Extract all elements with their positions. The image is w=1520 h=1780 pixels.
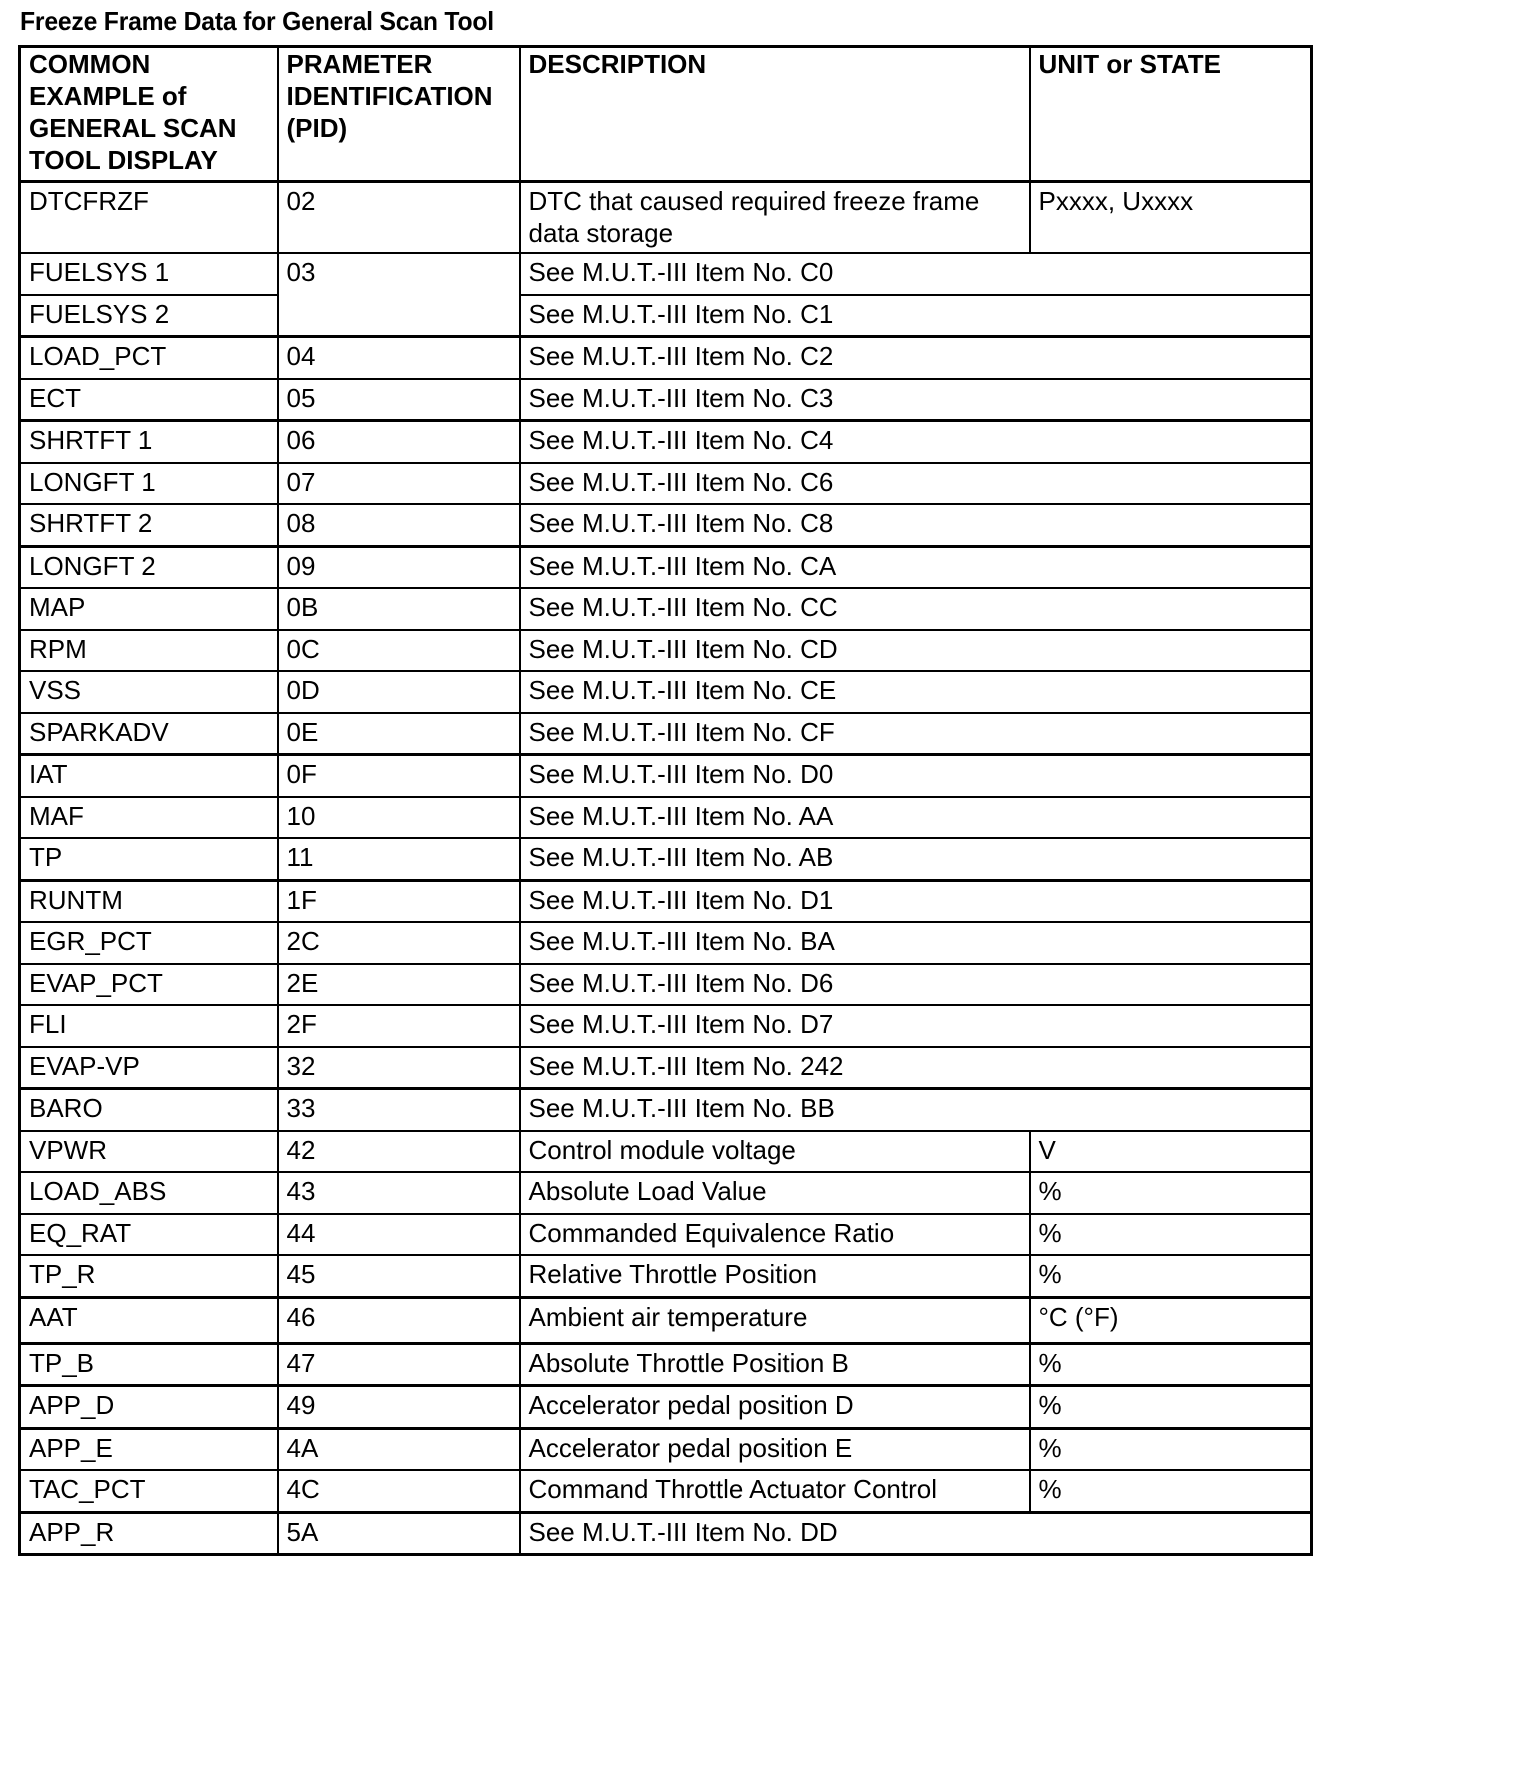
table-row — [20, 182, 1312, 254]
cell-display: AAT — [20, 1297, 278, 1343]
cell-description: See M.U.T.-III Item No. AB — [520, 838, 1312, 880]
cell-unit: % — [1030, 1172, 1312, 1214]
cell-pid: 0F — [278, 755, 520, 797]
cell-description: See M.U.T.-III Item No. DD — [520, 1512, 1312, 1555]
cell-description: See M.U.T.-III Item No. CF — [520, 713, 1312, 755]
cell-description: Absolute Load Value — [520, 1172, 1030, 1214]
cell-pid: 11 — [278, 838, 520, 880]
cell-pid: 5A — [278, 1512, 520, 1555]
table-row — [20, 463, 1312, 505]
cell-display: APP_D — [20, 1386, 278, 1429]
cell-description: See M.U.T.-III Item No. D7 — [520, 1005, 1312, 1047]
cell-pid: 45 — [278, 1255, 520, 1297]
cell-description: Accelerator pedal position D — [520, 1386, 1030, 1429]
cell-display: VSS — [20, 671, 278, 713]
cell-display: MAP — [20, 588, 278, 630]
table-row — [20, 1428, 1312, 1470]
cell-description: See M.U.T.-III Item No. D1 — [520, 880, 1312, 922]
cell-description: DTC that caused required freeze frame data storage — [520, 182, 1030, 254]
table-row — [20, 379, 1312, 421]
cell-description: See M.U.T.-III Item No. C4 — [520, 421, 1312, 463]
cell-display: EVAP-VP — [20, 1047, 278, 1089]
cell-display: LONGFT 2 — [20, 546, 278, 588]
cell-unit: Pxxxx, Uxxxx — [1030, 182, 1312, 254]
table-row — [20, 588, 1312, 630]
cell-unit: % — [1030, 1470, 1312, 1512]
table-row — [20, 1297, 1312, 1343]
table-row — [20, 546, 1312, 588]
header-line: DESCRIPTION — [528, 49, 707, 79]
cell-description: See M.U.T.-III Item No. C8 — [520, 504, 1312, 546]
table-row — [20, 1131, 1312, 1173]
page-title: Freeze Frame Data for General Scan Tool — [20, 6, 494, 36]
header-display — [20, 47, 278, 182]
cell-description: See M.U.T.-III Item No. C3 — [520, 379, 1312, 421]
cell-display: FLI — [20, 1005, 278, 1047]
cell-description: Commanded Equivalence Ratio — [520, 1214, 1030, 1256]
cell-display: SPARKADV — [20, 713, 278, 755]
cell-pid: 0E — [278, 713, 520, 755]
cell-pid: 1F — [278, 880, 520, 922]
cell-pid: 10 — [278, 797, 520, 839]
cell-pid: 2F — [278, 1005, 520, 1047]
header-line: COMMON — [29, 49, 151, 79]
cell-pid: 02 — [278, 182, 520, 254]
cell-description: Control module voltage — [520, 1131, 1030, 1173]
table-row — [20, 253, 1312, 295]
cell-description: Absolute Throttle Position B — [520, 1343, 1030, 1386]
table-row — [20, 630, 1312, 672]
cell-unit: V — [1030, 1131, 1312, 1173]
cell-unit: % — [1030, 1255, 1312, 1297]
cell-display: BARO — [20, 1089, 278, 1131]
header-line: PRAMETER — [286, 49, 433, 79]
table-row — [20, 1255, 1312, 1297]
cell-description: Relative Throttle Position — [520, 1255, 1030, 1297]
table-row — [20, 1512, 1312, 1555]
header-pid — [278, 47, 520, 182]
cell-description: See M.U.T.-III Item No. CE — [520, 671, 1312, 713]
table-row — [20, 755, 1312, 797]
table-row — [20, 1047, 1312, 1089]
cell-unit: °C (°F) — [1030, 1297, 1312, 1343]
table-row — [20, 1005, 1312, 1047]
cell-display: FUELSYS 2 — [20, 295, 278, 337]
table-row — [20, 1386, 1312, 1429]
cell-unit: % — [1030, 1343, 1312, 1386]
cell-description: Accelerator pedal position E — [520, 1428, 1030, 1470]
cell-display: LONGFT 1 — [20, 463, 278, 505]
cell-display: SHRTFT 2 — [20, 504, 278, 546]
cell-display: LOAD_PCT — [20, 337, 278, 379]
cell-pid: 05 — [278, 379, 520, 421]
cell-display: IAT — [20, 755, 278, 797]
table-header-row — [20, 47, 1312, 182]
cell-pid: 03 — [278, 253, 520, 337]
cell-unit: % — [1030, 1386, 1312, 1429]
table-row — [20, 964, 1312, 1006]
cell-display: MAF — [20, 797, 278, 839]
cell-pid: 4C — [278, 1470, 520, 1512]
cell-display: TP_R — [20, 1255, 278, 1297]
cell-pid: 08 — [278, 504, 520, 546]
cell-unit: % — [1030, 1214, 1312, 1256]
cell-description: See M.U.T.-III Item No. C2 — [520, 337, 1312, 379]
cell-pid: 0D — [278, 671, 520, 713]
table-row — [20, 421, 1312, 463]
cell-pid: 04 — [278, 337, 520, 379]
cell-pid: 07 — [278, 463, 520, 505]
cell-display: DTCFRZF — [20, 182, 278, 254]
table-row — [20, 1172, 1312, 1214]
table-row — [20, 713, 1312, 755]
header-line: TOOL DISPLAY — [29, 145, 218, 175]
cell-display: ECT — [20, 379, 278, 421]
header-line: UNIT or STATE — [1038, 49, 1221, 79]
table-row — [20, 1343, 1312, 1386]
cell-description: See M.U.T.-III Item No. CA — [520, 546, 1312, 588]
cell-description: See M.U.T.-III Item No. CD — [520, 630, 1312, 672]
cell-pid: 33 — [278, 1089, 520, 1131]
table-row — [20, 1470, 1312, 1512]
freeze-frame-table — [18, 45, 1313, 1556]
cell-display: EQ_RAT — [20, 1214, 278, 1256]
cell-pid: 09 — [278, 546, 520, 588]
table-row — [20, 671, 1312, 713]
header-line: EXAMPLE of — [29, 81, 187, 111]
header-line: GENERAL SCAN — [29, 113, 237, 143]
cell-display: APP_E — [20, 1428, 278, 1470]
cell-pid: 2C — [278, 922, 520, 964]
header-line: IDENTIFICATION — [286, 81, 493, 111]
cell-pid: 46 — [278, 1297, 520, 1343]
cell-display: TP_B — [20, 1343, 278, 1386]
table-row — [20, 295, 1312, 337]
cell-description: See M.U.T.-III Item No. BB — [520, 1089, 1312, 1131]
cell-pid: 32 — [278, 1047, 520, 1089]
cell-display: APP_R — [20, 1512, 278, 1555]
cell-display: VPWR — [20, 1131, 278, 1173]
table-row — [20, 922, 1312, 964]
cell-display: EGR_PCT — [20, 922, 278, 964]
cell-display: RUNTM — [20, 880, 278, 922]
cell-description: Command Throttle Actuator Control — [520, 1470, 1030, 1512]
cell-pid: 44 — [278, 1214, 520, 1256]
cell-display: TP — [20, 838, 278, 880]
cell-unit: % — [1030, 1428, 1312, 1470]
cell-display: TAC_PCT — [20, 1470, 278, 1512]
table-row — [20, 880, 1312, 922]
cell-display: FUELSYS 1 — [20, 253, 278, 295]
cell-pid: 2E — [278, 964, 520, 1006]
table-row — [20, 797, 1312, 839]
cell-description: See M.U.T.-III Item No. CC — [520, 588, 1312, 630]
cell-display: RPM — [20, 630, 278, 672]
cell-display: LOAD_ABS — [20, 1172, 278, 1214]
cell-display: EVAP_PCT — [20, 964, 278, 1006]
cell-pid: 4A — [278, 1428, 520, 1470]
cell-description: Ambient air temperature — [520, 1297, 1030, 1343]
header-description — [520, 47, 1030, 182]
cell-pid: 42 — [278, 1131, 520, 1173]
cell-description: See M.U.T.-III Item No. D0 — [520, 755, 1312, 797]
cell-description: See M.U.T.-III Item No. BA — [520, 922, 1312, 964]
cell-display: SHRTFT 1 — [20, 421, 278, 463]
header-unit — [1030, 47, 1312, 182]
cell-pid: 0B — [278, 588, 520, 630]
cell-description: See M.U.T.-III Item No. C0 — [520, 253, 1312, 295]
cell-description: See M.U.T.-III Item No. D6 — [520, 964, 1312, 1006]
cell-description: See M.U.T.-III Item No. C1 — [520, 295, 1312, 337]
table-row — [20, 504, 1312, 546]
table-row — [20, 1214, 1312, 1256]
cell-description: See M.U.T.-III Item No. AA — [520, 797, 1312, 839]
table-row — [20, 1089, 1312, 1131]
table-row — [20, 337, 1312, 379]
cell-pid: 0C — [278, 630, 520, 672]
cell-description: See M.U.T.-III Item No. C6 — [520, 463, 1312, 505]
table-row — [20, 838, 1312, 880]
cell-description: See M.U.T.-III Item No. 242 — [520, 1047, 1312, 1089]
header-line: (PID) — [286, 113, 348, 143]
cell-pid: 43 — [278, 1172, 520, 1214]
cell-pid: 49 — [278, 1386, 520, 1429]
cell-pid: 47 — [278, 1343, 520, 1386]
cell-pid: 06 — [278, 421, 520, 463]
